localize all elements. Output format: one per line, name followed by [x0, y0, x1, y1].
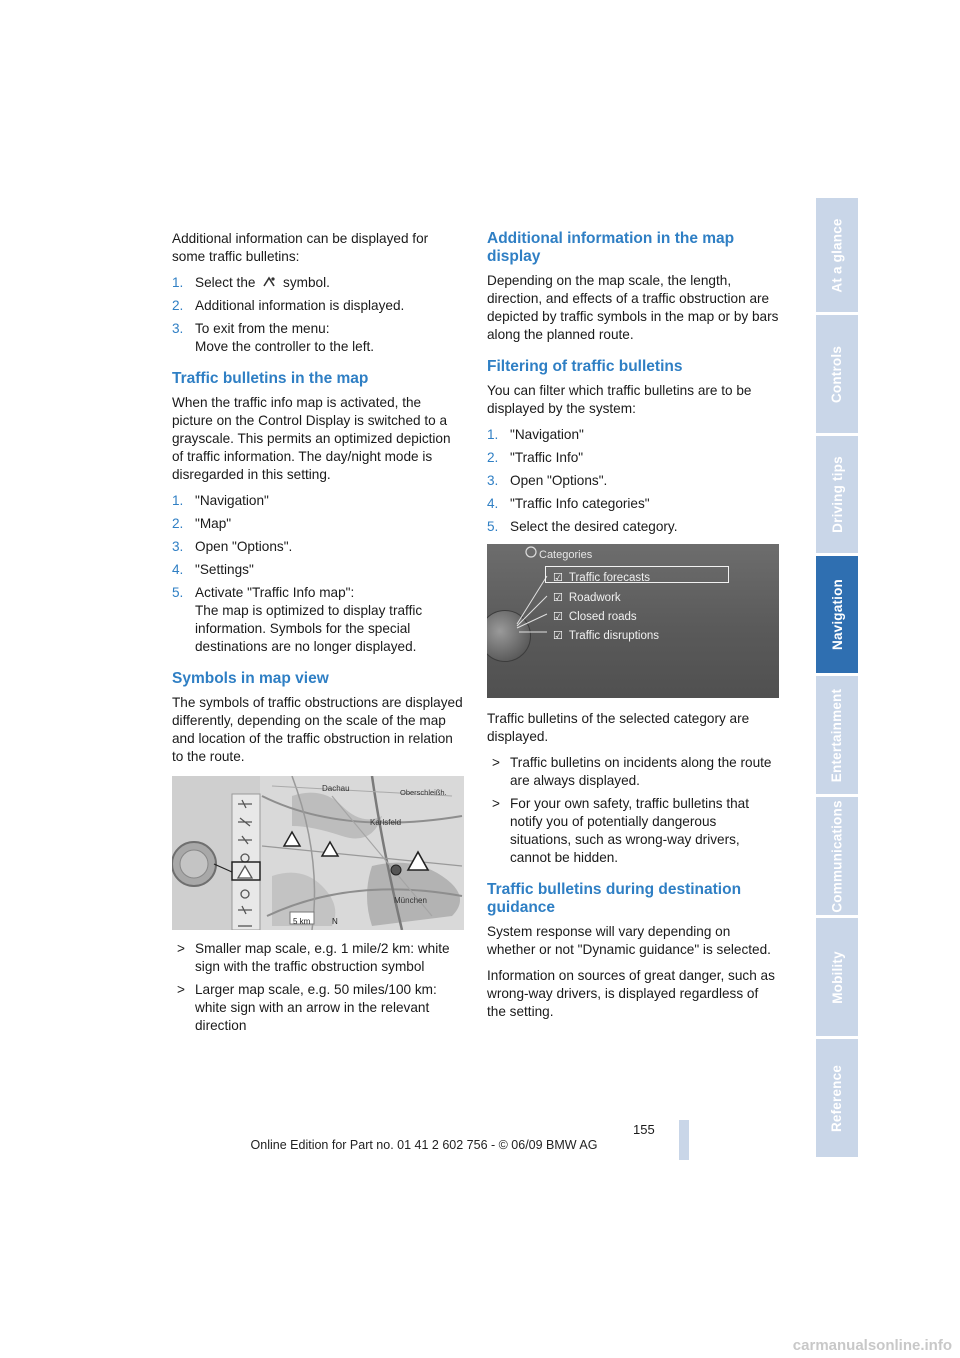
- list-item: 2. "Map": [172, 516, 232, 531]
- heading-symbols: Symbols in map view: [172, 670, 329, 687]
- left-column: [172, 230, 464, 1043]
- list-item: 2. Additional information is displayed.: [172, 298, 405, 313]
- tab-entertainment[interactable]: Entertainment: [816, 676, 858, 794]
- tab-navigation[interactable]: Navigation: [816, 556, 858, 673]
- traffic-info-icon: [262, 276, 276, 288]
- heading-traffic-map: Traffic bulletins in the map: [172, 370, 369, 387]
- heading-additional-info: Additional information in the map display: [487, 230, 735, 265]
- checkbox-icon: ☑: [553, 630, 563, 642]
- traffic-map-body: When the traffic info map is activated, the picture on the Control Display is switched to a grayscale. This permits an optimized depiction of traffic information. The day/night mode is disregarded in this setting.: [172, 395, 451, 482]
- heading-filtering: Filtering of traffic bulletins: [487, 358, 683, 375]
- map-label-dachau: Dachau: [322, 784, 350, 793]
- checkbox-icon: ☑: [553, 611, 563, 623]
- list-item: 1. Select the symbol.: [172, 275, 330, 290]
- list-item: 3. Open "Options".: [172, 539, 293, 554]
- list-item: 3. Open "Options".: [487, 473, 608, 488]
- page-number: 155: [633, 1122, 655, 1137]
- map-label-oberschleiss: Oberschleißh.: [400, 788, 447, 797]
- guidance-body-2: Information on sources of great danger, such as wrong-way drivers, is displayed regardless of the setting.: [487, 968, 775, 1019]
- categories-screenshot: [487, 544, 779, 698]
- steps-traffic-map: [172, 492, 464, 656]
- categories-title: Categories: [539, 549, 593, 561]
- list-item: 2. "Traffic Info": [487, 450, 584, 465]
- tab-driving-tips[interactable]: Driving tips: [816, 436, 858, 553]
- list-item: 5. Activate "Traffic Info map": The map is optimized to display traffic information. Symbols for the special destinations are no longer displayed.: [172, 585, 423, 654]
- category-item[interactable]: ☑ Closed roads: [553, 608, 637, 626]
- checkbox-icon: ☑: [553, 592, 563, 604]
- filtering-body: You can filter which traffic bulletins are to be displayed by the system:: [487, 383, 752, 416]
- checkbox-icon: ☑: [553, 572, 563, 584]
- steps-filtering: [487, 426, 779, 536]
- footer: [0, 1138, 960, 1152]
- map-scale-label: 5 km: [293, 917, 311, 926]
- list-item: > Smaller map scale, e.g. 1 mile/2 km: white sign with the traffic obstruction symbol: [177, 941, 450, 974]
- map-label-karlsfeld: Karlsfeld: [370, 818, 402, 827]
- tab-mobility[interactable]: Mobility: [816, 918, 858, 1036]
- footer-text: Online Edition for Part no. 01 41 2 602 756 - © 06/09 BMW AG: [250, 1138, 598, 1152]
- list-item: > Traffic bulletins on incidents along the route are always displayed.: [492, 755, 772, 788]
- list-item: 1. "Navigation": [487, 427, 584, 442]
- intro-text: Additional information can be displayed for some traffic bulletins:: [172, 231, 429, 264]
- steps-additional-info: [172, 274, 464, 356]
- list-item: 4. "Traffic Info categories": [487, 496, 650, 511]
- list-item: 4. "Settings": [172, 562, 254, 577]
- list-item: > For your own safety, traffic bulletins that notify you of potentially dangerous situations, such as wrong-way drivers, cannot be hidden.: [492, 796, 750, 865]
- chapter-tabs: [816, 198, 858, 1160]
- tab-controls[interactable]: Controls: [816, 315, 858, 433]
- list-item: 1. "Navigation": [172, 493, 269, 508]
- tab-at-a-glance[interactable]: At a glance: [816, 198, 858, 312]
- selected-category-bullets: [487, 754, 779, 867]
- guidance-body-1: System response will vary depending on whether or not "Dynamic guidance" is selected.: [487, 924, 771, 957]
- list-item: > Larger map scale, e.g. 50 miles/100 km: white sign with an arrow in the relevant direction: [177, 982, 437, 1033]
- after-categories-text: Traffic bulletins of the selected category are displayed.: [487, 711, 750, 744]
- category-item[interactable]: ☑ Roadwork: [553, 589, 621, 607]
- map-label-munchen: München: [394, 896, 427, 905]
- category-item[interactable]: ☑ Traffic disruptions: [553, 627, 659, 645]
- list-item: 3. To exit from the menu: Move the controller to the left.: [172, 321, 375, 354]
- tab-communications[interactable]: Communications: [816, 797, 858, 915]
- tab-reference[interactable]: Reference: [816, 1039, 858, 1157]
- list-item: 5. Select the desired category.: [487, 519, 678, 534]
- map-scale-bullets: [172, 940, 464, 1035]
- right-column: [487, 230, 779, 1029]
- traffic-map-screenshot: [172, 776, 464, 930]
- additional-info-body: Depending on the map scale, the length, direction, and effects of a traffic obstruction are depicted by traffic symbols in the map or by bars along the planned route.: [487, 273, 779, 342]
- symbols-body: The symbols of traffic obstructions are displayed differently, depending on the scale of the map and location of the traffic obstruction in relation to the route.: [172, 695, 463, 764]
- watermark: carmanualsonline.info: [792, 1337, 952, 1354]
- map-north-label: N: [332, 917, 338, 926]
- category-item[interactable]: ☑ Traffic forecasts: [553, 569, 650, 587]
- heading-guidance: Traffic bulletins during destination guidance: [487, 881, 742, 916]
